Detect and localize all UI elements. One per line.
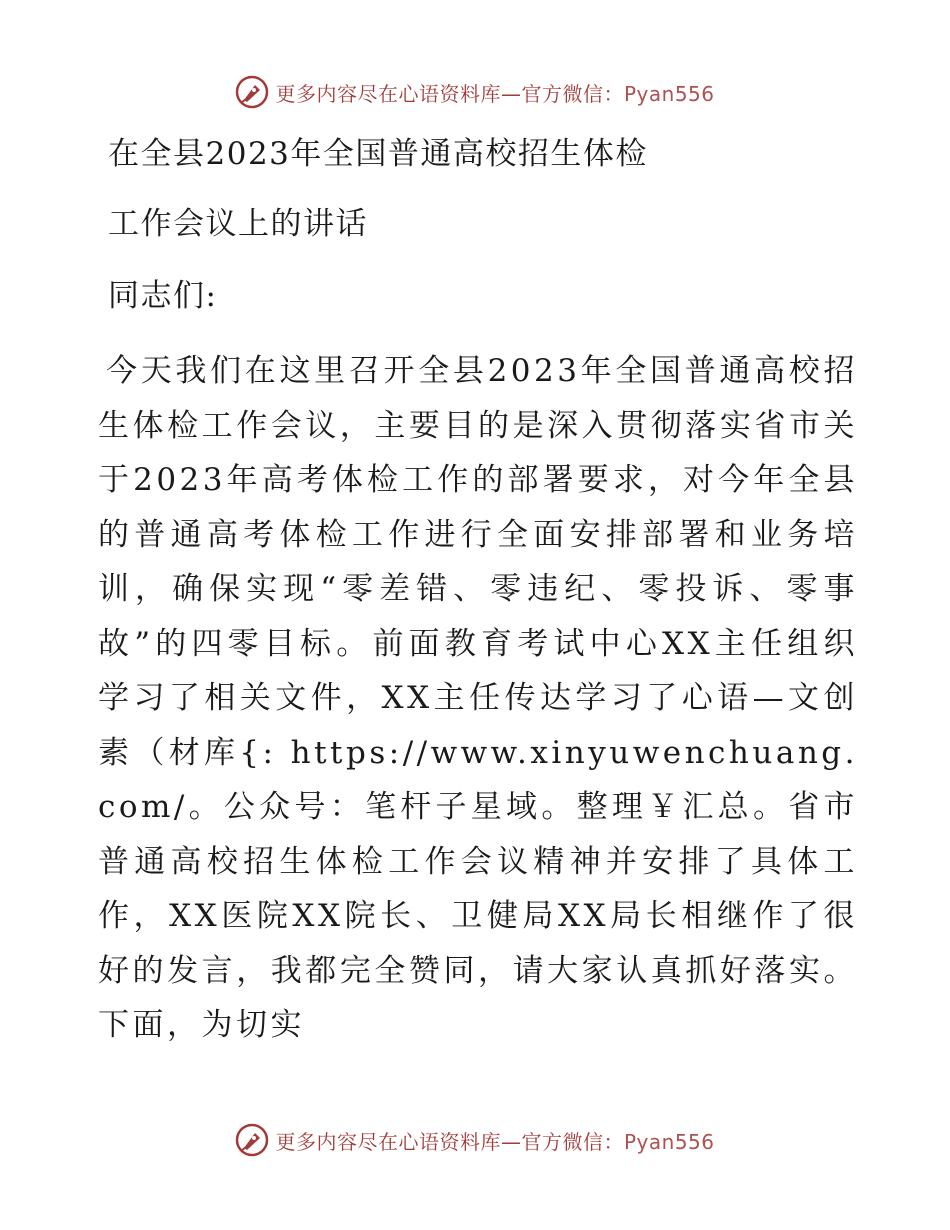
footer-banner [0,1120,950,1160]
banner-text: 更多内容尽在心语资料库—官方微信：Pyan556 [275,1129,715,1154]
greeting: 同志们: [108,278,218,314]
wechat-id: Pyan556 [623,1129,715,1154]
pen-nib-logo-icon [235,1123,269,1157]
body-paragraph: 今天我们在这里召开全县2023年全国普通高校招生体检工作会议，主要目的是深入贯彻落实省市关于2023年高考体检工作的部署要求，对今年全县的普通高考体检工作进行全面安排部署和业务培训，确保实现“零差错、零违纪、零投诉、零事故”的四零目标。前面教育考试中心XX主任组织学习了相关文件，XX主任传达学习了心语—文创素（材库{: https://www.xinyuwenchuang.com/。公众号：笔杆子星域。整理￥汇总。省市普通高校招生体检工作会议精神并安排了具体工作，XX医院XX院长、卫健局XX局长相继作了很好的发言，我都完全赞同，请大家认真抓好落实。下面，为切实 [98,353,858,1043]
banner-text: 更多内容尽在心语资料库—官方微信：Pyan556 [275,81,715,106]
document-title-line2: 工作会议上的讲话 [108,206,368,242]
document-title-line1: 在全县2023年全国普通高校招生体检 [108,136,648,172]
pen-nib-logo-icon [235,75,269,109]
header-banner [0,72,950,112]
wechat-id: Pyan556 [623,81,715,106]
